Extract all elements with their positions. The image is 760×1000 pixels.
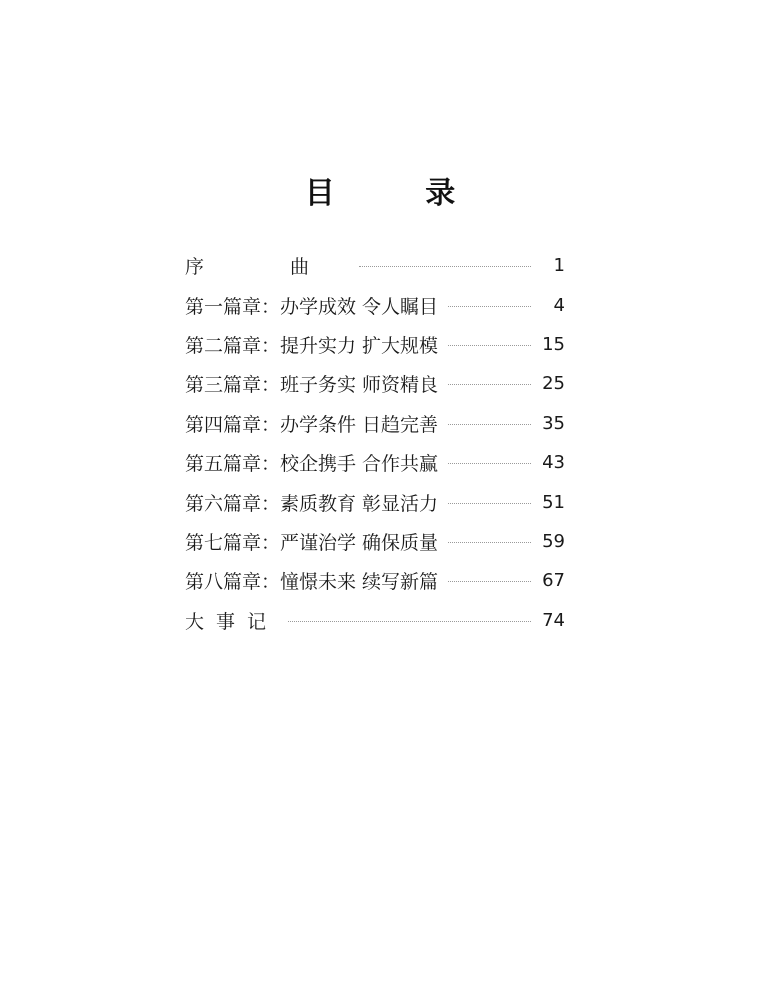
dotted-leader: [448, 384, 531, 385]
dotted-leader: [448, 581, 531, 582]
toc-entry-page-number: 43: [542, 452, 565, 474]
toc-entry-prelude[interactable]: [185, 246, 565, 285]
toc-entry-title: 第六篇章：素质教育 彰显活力: [185, 492, 439, 515]
toc-entry-title: 第三篇章：班子务实 师资精良: [185, 374, 439, 397]
toc-entry-title: 第四篇章：办学条件 日趋完善: [185, 413, 439, 436]
dotted-leader: [448, 306, 531, 307]
toc-entry-page-number: 51: [542, 491, 565, 513]
toc-entry-title: 第五篇章：校企携手 合作共赢: [185, 453, 439, 476]
toc-list: [185, 246, 565, 640]
dotted-leader: [448, 424, 531, 425]
toc-entry-title: 第七篇章：严谨治学 确保质量: [185, 531, 439, 554]
toc-entry-page-number: 1: [553, 255, 565, 277]
toc-entry-page-number: 4: [553, 294, 565, 316]
dotted-leader: [448, 463, 531, 464]
toc-entry-page-number: 59: [542, 530, 565, 552]
toc-entry-title: 第二篇章：提升实力 扩大规模: [185, 334, 439, 357]
toc-entry-chapter-7[interactable]: [185, 522, 565, 561]
toc-entry-page-number: 15: [542, 333, 565, 355]
toc-entry-title: 第一篇章：办学成效 令人瞩目: [185, 295, 439, 318]
toc-entry-title: 大事记: [185, 610, 279, 633]
dotted-leader: [359, 266, 531, 267]
toc-entry-chapter-1[interactable]: [185, 285, 565, 324]
toc-entry-title: 第八篇章：憧憬未来 续写新篇: [185, 571, 439, 594]
toc-entry-title: 序 曲: [185, 256, 350, 279]
toc-entry-chapter-5[interactable]: [185, 443, 565, 482]
toc-entry-chapter-8[interactable]: [185, 561, 565, 600]
toc-entry-page-number: 35: [542, 412, 565, 434]
toc-entry-chapter-6[interactable]: [185, 482, 565, 521]
dotted-leader: [288, 621, 531, 622]
toc-heading: 目 录: [304, 176, 496, 211]
toc-entry-chapter-2[interactable]: [185, 325, 565, 364]
toc-entry-page-number: 67: [542, 570, 565, 592]
dotted-leader: [448, 345, 531, 346]
dotted-leader: [448, 503, 531, 504]
toc-entry-chapter-4[interactable]: [185, 404, 565, 443]
toc-entry-page-number: 74: [542, 609, 565, 631]
toc-entry-chronicle[interactable]: [185, 601, 565, 640]
dotted-leader: [448, 542, 531, 543]
toc-entry-page-number: 25: [542, 373, 565, 395]
toc-entry-chapter-3[interactable]: [185, 364, 565, 403]
